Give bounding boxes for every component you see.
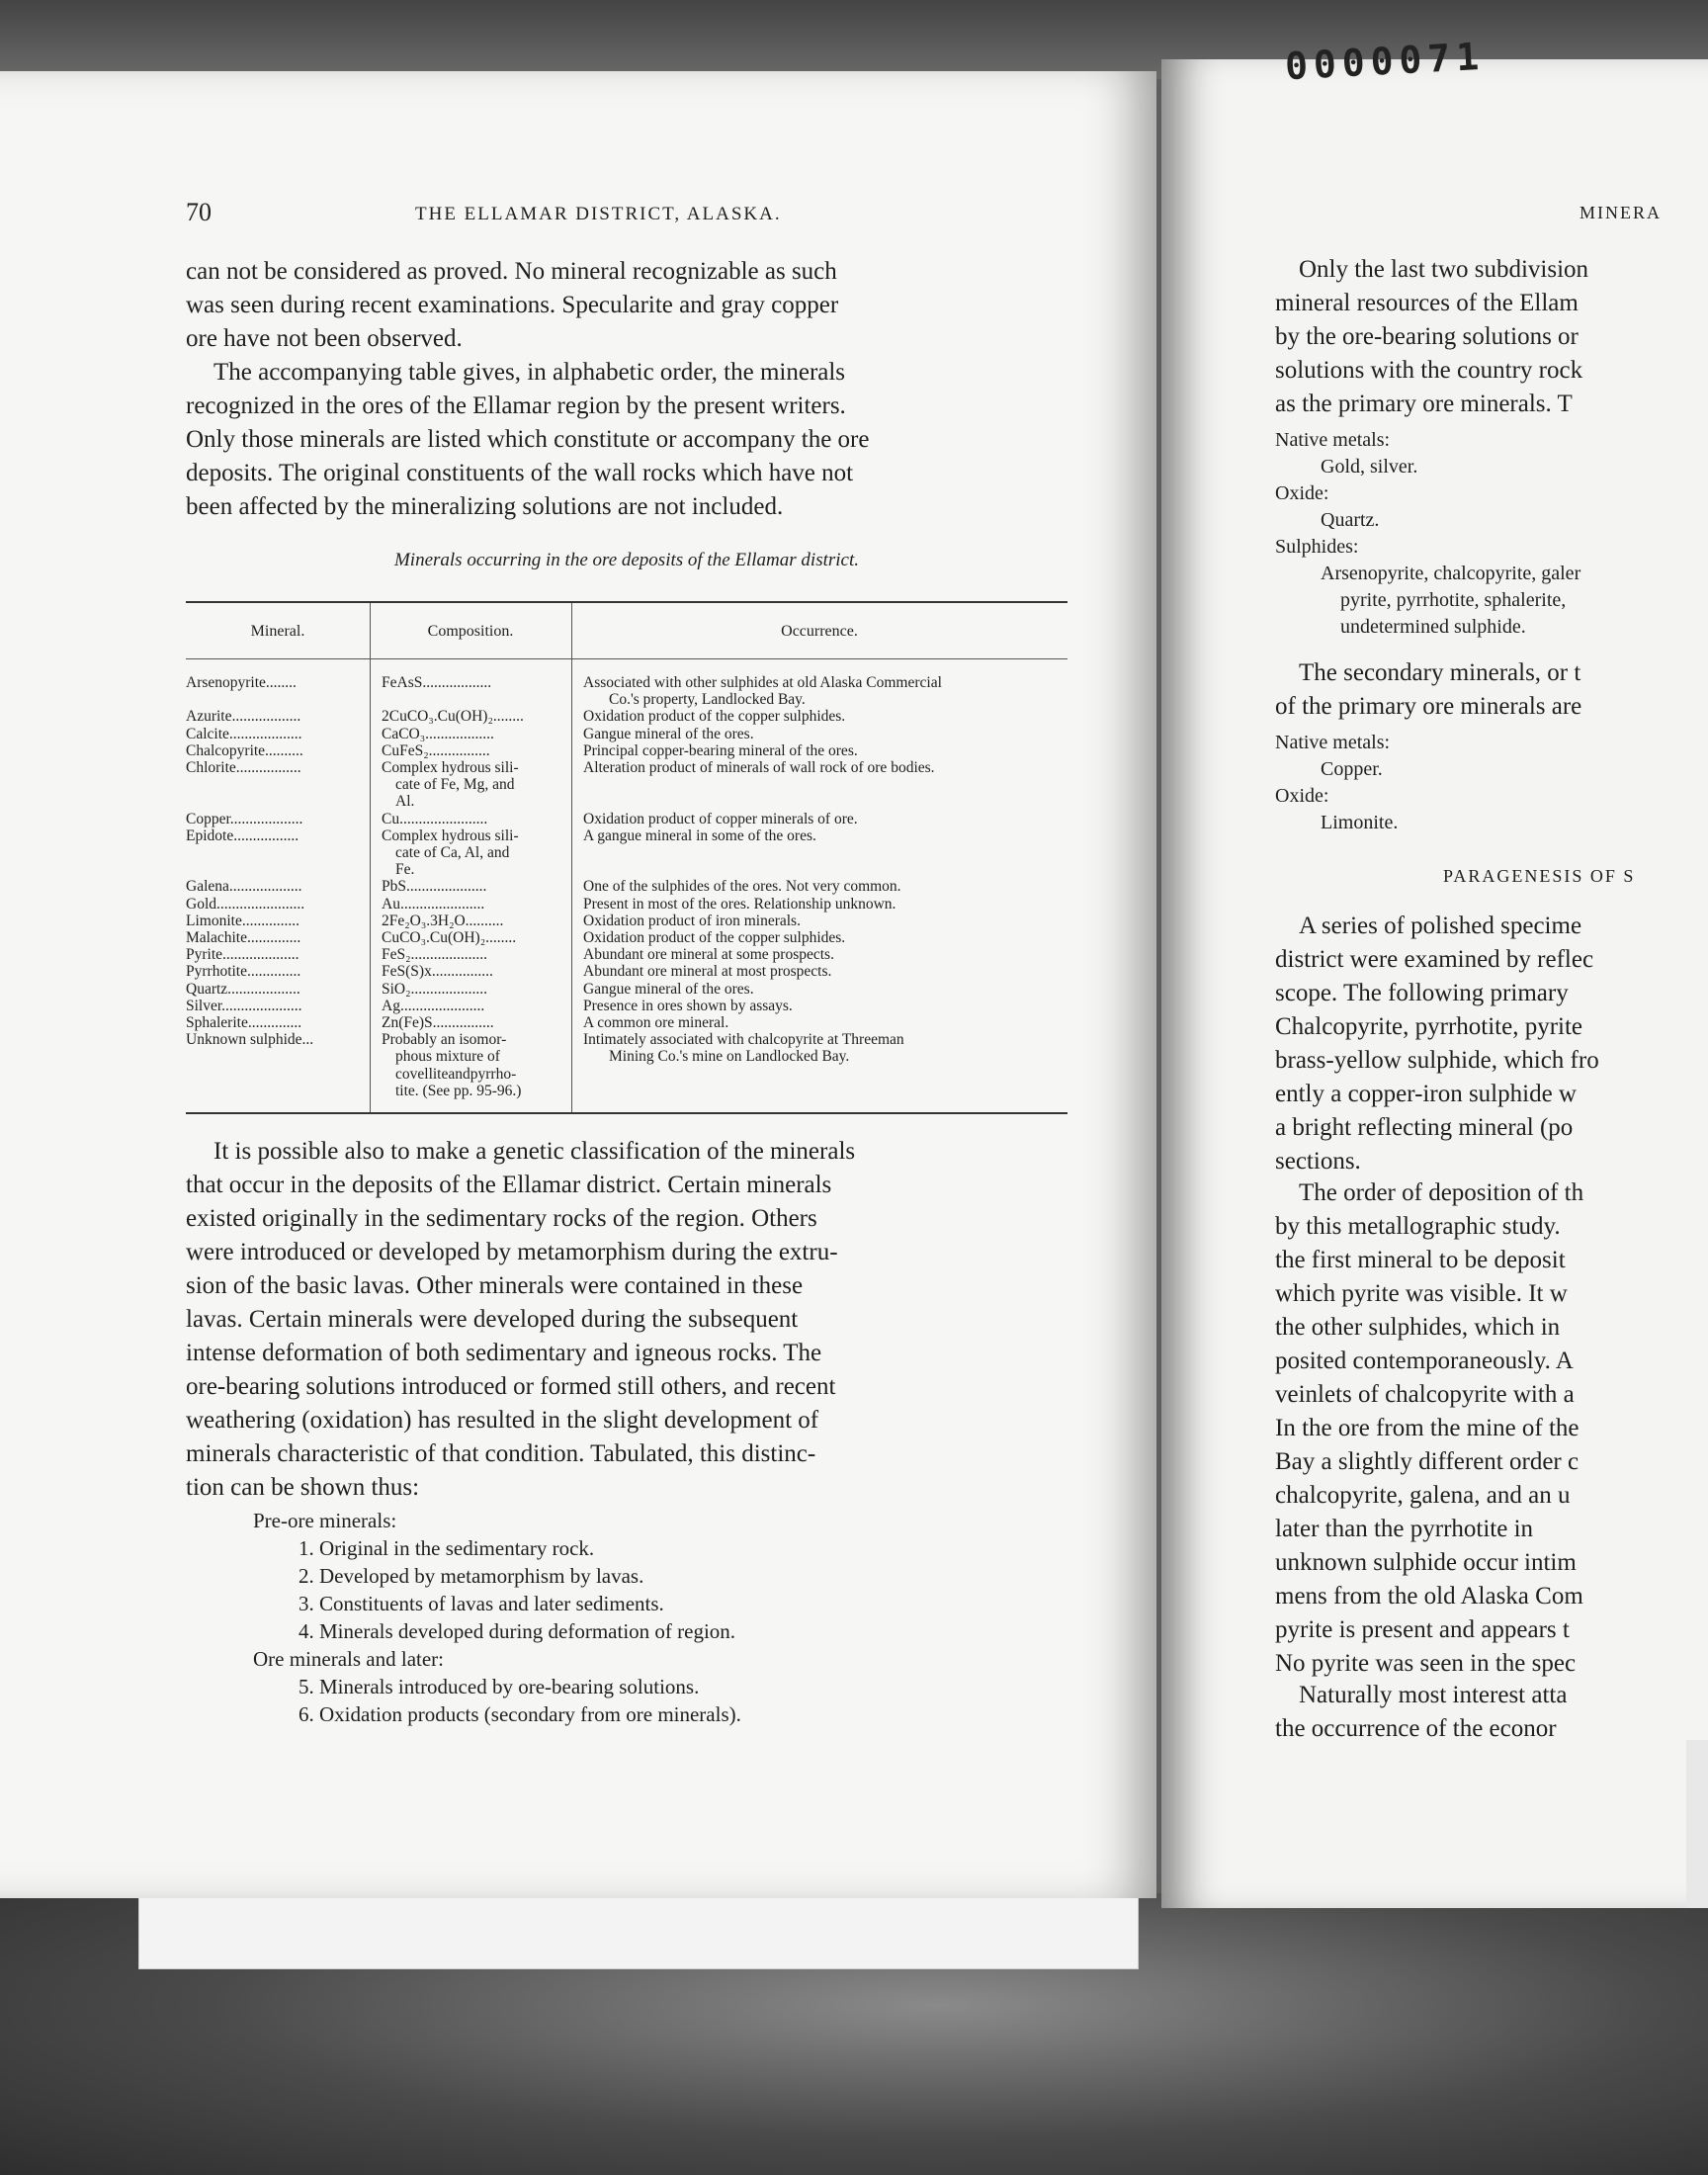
text-line: intense deformation of both sedimentary and igneous rocks. The	[186, 1340, 822, 1366]
cell-occurrence	[571, 811, 1068, 827]
minerals-table	[186, 601, 1068, 1114]
cell-line: covelliteandpyrrho-	[395, 1065, 517, 1083]
text-line: A series of polished specime	[1299, 913, 1582, 939]
cell-line: cate of Ca, Al, and	[395, 844, 510, 862]
cell-composition	[370, 674, 571, 708]
cell-occurrence	[571, 827, 1068, 879]
table-row	[186, 913, 1068, 929]
text-line: The secondary minerals, or t	[1299, 659, 1581, 686]
cell-line: Abundant ore mineral at most prospects.	[583, 963, 832, 981]
cell-mineral: Calcite...................	[186, 725, 302, 742]
cell-mineral: Quartz...................	[186, 980, 300, 998]
text-line: Chalcopyrite, pyrrhotite, pyrite	[1275, 1013, 1583, 1040]
text-line: as the primary ore minerals. T	[1275, 391, 1573, 417]
page-edge	[1686, 1740, 1708, 1908]
cell-mineral: Galena...................	[186, 878, 302, 896]
list-item: Copper.	[1321, 758, 1383, 780]
text-line: mens from the old Alaska Com	[1275, 1583, 1583, 1610]
cell-line: A common ore mineral.	[583, 1014, 729, 1032]
cell-line: Oxidation product of copper minerals of ore.	[583, 810, 858, 827]
cell-line: CuFeS₂................	[382, 741, 490, 759]
cell-composition	[370, 896, 571, 913]
text-line: tion can be shown thus:	[186, 1474, 420, 1501]
cell-line: Complex hydrous sili-	[382, 826, 519, 844]
cell-line: Gangue mineral of the ores.	[583, 980, 754, 998]
cell-line: FeAsS..................	[382, 674, 492, 691]
right-paragraph-5	[1275, 1679, 1708, 1746]
cell-line: cate of Fe, Mg, and	[395, 776, 515, 794]
cell-composition	[370, 1014, 571, 1031]
text-line: mineral resources of the Ellam	[1275, 290, 1579, 316]
cell-mineral: Limonite...............	[186, 912, 299, 929]
cell-composition	[370, 913, 571, 929]
cell-line: FeS₂....................	[382, 946, 488, 964]
list-group-heading: Ore minerals and later:	[253, 1647, 444, 1671]
text-line: Naturally most interest atta	[1299, 1682, 1568, 1708]
list-item: Arsenopyrite, chalcopyrite, galer	[1321, 563, 1581, 584]
text-line: Only the last two subdivision	[1299, 256, 1589, 283]
cell-occurrence	[571, 913, 1068, 929]
text-line: of the primary ore minerals are	[1275, 693, 1582, 720]
table-header	[186, 603, 1068, 659]
paragraph-1	[186, 255, 1068, 356]
list-item: Quartz.	[1321, 509, 1380, 531]
cell-line: CaCO₃..................	[382, 725, 494, 742]
table-body	[186, 674, 1068, 1099]
cell-composition	[370, 998, 571, 1014]
cell-occurrence	[571, 1014, 1068, 1031]
text-line: lavas. Certain minerals were developed during the subsequent	[186, 1306, 799, 1333]
text-line: the other sulphides, which in	[1275, 1314, 1561, 1341]
cell-occurrence	[571, 742, 1068, 759]
cell-composition	[370, 811, 571, 827]
text-line: deposits. The original constituents of the wall rocks which have not	[186, 460, 854, 486]
paragraph-2	[186, 356, 1068, 524]
cell-mineral: Epidote.................	[186, 826, 299, 844]
cell-line: Oxidation product of the copper sulphides.	[583, 929, 846, 947]
text-line: weathering (oxidation) has resulted in the slight development of	[186, 1407, 819, 1434]
cell-line: One of the sulphides of the ores. Not very common.	[583, 878, 901, 896]
cell-mineral: Gold.......................	[186, 895, 305, 913]
list-item: 5. Minerals introduced by ore-bearing solutions.	[299, 1675, 700, 1698]
list-item: Gold, silver.	[1321, 456, 1418, 478]
cell-occurrence	[571, 963, 1068, 980]
text-line: Only those minerals are listed which constitute or accompany the ore	[186, 426, 870, 453]
cell-line: Probably an isomor-	[382, 1031, 507, 1049]
cell-composition	[370, 759, 571, 811]
cell-line: Gangue mineral of the ores.	[583, 725, 754, 742]
cell-line: PbS.....................	[382, 878, 487, 896]
list-item: 6. Oxidation products (secondary from ore minerals).	[299, 1702, 741, 1726]
text-line: chalcopyrite, galena, and an u	[1275, 1482, 1571, 1509]
cell-line: 2Fe₂O₃.3H₂O..........	[382, 912, 504, 929]
cell-line: Presence in ores shown by assays.	[583, 997, 793, 1014]
table-row	[186, 946, 1068, 963]
cell-mineral: Chlorite.................	[186, 759, 301, 777]
cell-mineral: Arsenopyrite........	[186, 674, 297, 691]
cell-line: Co.'s property, Landlocked Bay.	[609, 691, 806, 709]
list-item: 4. Minerals developed during deformation of region.	[299, 1619, 736, 1643]
right-list-2	[1275, 730, 1398, 836]
table-row	[186, 759, 1068, 811]
cell-line: SiO₂....................	[382, 980, 488, 998]
cell-composition	[370, 1031, 571, 1099]
running-title: THE ELLAMAR DISTRICT, ALASKA.	[415, 204, 782, 224]
text-line: solutions with the country rock	[1275, 357, 1583, 384]
cell-composition	[370, 827, 571, 879]
cell-mineral: Unknown sulphide...	[186, 1031, 314, 1049]
cell-composition	[370, 946, 571, 963]
table-row	[186, 929, 1068, 946]
cell-mineral: Sphalerite..............	[186, 1014, 302, 1032]
list-item: 1. Original in the sedimentary rock.	[299, 1536, 595, 1560]
table-row	[186, 981, 1068, 998]
table-row	[186, 708, 1068, 725]
text-line: existed originally in the sedimentary rocks of the region. Others	[186, 1205, 817, 1232]
cell-composition	[370, 929, 571, 946]
table-row	[186, 963, 1068, 980]
list-item: 3. Constituents of lavas and later sediments.	[299, 1592, 664, 1615]
text-line: posited contemporaneously. A	[1275, 1348, 1574, 1374]
text-line: by this metallographic study.	[1275, 1213, 1561, 1240]
classification-list	[253, 1507, 741, 1728]
cell-mineral: Pyrrhotite..............	[186, 963, 301, 981]
text-line: Bay a slightly different order c	[1275, 1448, 1580, 1475]
list-group-heading: Pre-ore minerals:	[253, 1509, 397, 1532]
text-line: the occurrence of the econor	[1275, 1715, 1557, 1742]
right-paragraph-1	[1275, 253, 1708, 421]
table-row	[186, 742, 1068, 759]
cell-occurrence	[571, 981, 1068, 998]
cell-occurrence	[571, 929, 1068, 946]
cell-mineral: Malachite..............	[186, 929, 301, 947]
cell-line: Ag......................	[382, 997, 485, 1014]
header-composition: Composition.	[427, 623, 514, 640]
cell-line: Zn(Fe)S................	[382, 1014, 494, 1032]
cell-mineral: Copper...................	[186, 810, 303, 827]
text-line: ore have not been observed.	[186, 325, 463, 352]
table-row	[186, 811, 1068, 827]
header-occurrence: Occurrence.	[781, 623, 858, 640]
cell-line: Intimately associated with chalcopyrite at Threeman	[583, 1031, 904, 1049]
right-paragraph-4	[1275, 1176, 1708, 1681]
cell-line: CuCO₃.Cu(OH)₂........	[382, 929, 517, 947]
table-row	[186, 827, 1068, 879]
text-line: been affected by the mineralizing solutions are not included.	[186, 493, 784, 520]
text-line: which pyrite was visible. It w	[1275, 1280, 1568, 1307]
text-line: unknown sulphide occur intim	[1275, 1549, 1577, 1576]
page-number: 70	[186, 198, 212, 226]
archive-stamp: 0000071	[1283, 34, 1487, 89]
text-line: sion of the basic lavas. Other minerals were contained in these	[186, 1272, 804, 1299]
right-list-1	[1275, 427, 1580, 641]
text-line: later than the pyrrhotite in	[1275, 1516, 1534, 1542]
list-heading: Native metals:	[1275, 429, 1391, 451]
text-line: The accompanying table gives, in alphabetic order, the minerals	[214, 359, 846, 386]
cell-composition	[370, 726, 571, 742]
table-row	[186, 878, 1068, 895]
cell-line: tite. (See pp. 95-96.)	[395, 1082, 522, 1099]
list-item: 2. Developed by metamorphism by lavas.	[299, 1564, 644, 1588]
list-item: pyrite, pyrrhotite, sphalerite,	[1340, 589, 1567, 611]
cell-line: FeS(S)x................	[382, 963, 493, 981]
cell-occurrence	[571, 946, 1068, 963]
cell-line: Al.	[395, 793, 415, 811]
cell-occurrence	[571, 674, 1068, 708]
text-line: can not be considered as proved. No mineral recognizable as such	[186, 258, 837, 285]
list-item: Limonite.	[1321, 812, 1399, 833]
cell-line: Au......................	[382, 895, 485, 913]
table-row	[186, 1014, 1068, 1031]
text-line: were introduced or developed by metamorphism during the extru-	[186, 1239, 838, 1265]
cell-line: phous mixture of	[395, 1048, 500, 1066]
text-line: was seen during recent examinations. Specularite and gray copper	[186, 292, 839, 318]
text-line: recognized in the ores of the Ellamar region by the present writers.	[186, 392, 846, 419]
cell-composition	[370, 878, 571, 895]
text-line: It is possible also to make a genetic classification of the minerals	[214, 1138, 856, 1165]
cell-composition	[370, 963, 571, 980]
text-line: ore-bearing solutions introduced or formed still others, and recent	[186, 1373, 836, 1400]
cell-line: Mining Co.'s mine on Landlocked Bay.	[609, 1048, 850, 1066]
right-running-title: MINERA	[1580, 203, 1662, 222]
right-paragraph-3	[1275, 910, 1708, 1178]
paragraph-3	[186, 1135, 1068, 1505]
list-heading: Native metals:	[1275, 732, 1391, 753]
list-heading: Oxide:	[1275, 785, 1329, 807]
header-mineral: Mineral.	[250, 623, 305, 640]
cell-line: Principal copper-bearing mineral of the ores.	[583, 741, 858, 759]
cell-line: Present in most of the ores. Relationship unknown.	[583, 895, 897, 913]
table-row	[186, 726, 1068, 742]
table-row	[186, 998, 1068, 1014]
cell-occurrence	[571, 759, 1068, 811]
list-item: undetermined sulphide.	[1340, 616, 1526, 638]
list-heading: Sulphides:	[1275, 536, 1359, 558]
cell-line: Associated with other sulphides at old Alaska Commercial	[583, 674, 942, 691]
cell-composition	[370, 981, 571, 998]
table-caption: Minerals occurring in the ore deposits of the Ellamar district.	[393, 550, 860, 570]
cell-line: Cu.......................	[382, 810, 488, 827]
cell-line: Abundant ore mineral at some prospects.	[583, 946, 834, 964]
table-row	[186, 896, 1068, 913]
text-line: brass-yellow sulphide, which fro	[1275, 1047, 1599, 1074]
cell-mineral: Pyrite....................	[186, 946, 299, 964]
cell-composition	[370, 742, 571, 759]
cell-line: Oxidation product of iron minerals.	[583, 912, 801, 929]
text-line: In the ore from the mine of the	[1275, 1415, 1580, 1441]
cell-line: Complex hydrous sili-	[382, 759, 519, 777]
cell-occurrence	[571, 896, 1068, 913]
cell-occurrence	[571, 1031, 1068, 1099]
cell-composition	[370, 708, 571, 725]
text-line: minerals characteristic of that condition. Tabulated, this distinc-	[186, 1440, 816, 1467]
text-line: veinlets of chalcopyrite with a	[1275, 1381, 1575, 1408]
cell-line: A gangue mineral in some of the ores.	[583, 826, 816, 844]
table-row	[186, 1031, 1068, 1099]
text-line: a bright reflecting mineral (po	[1275, 1114, 1574, 1141]
cell-occurrence	[571, 998, 1068, 1014]
cell-line: Fe.	[395, 861, 415, 879]
cell-mineral: Silver.....................	[186, 997, 302, 1014]
text-line: pyrite is present and appears t	[1275, 1616, 1570, 1643]
cell-line: Oxidation product of the copper sulphides.	[583, 708, 846, 726]
cell-occurrence	[571, 726, 1068, 742]
text-line: that occur in the deposits of the Ellamar district. Certain minerals	[186, 1172, 832, 1198]
cell-mineral: Azurite..................	[186, 708, 301, 726]
table-row	[186, 674, 1068, 708]
text-line: sections.	[1275, 1148, 1361, 1174]
list-heading: Oxide:	[1275, 482, 1329, 504]
left-page-header	[186, 198, 1075, 237]
cell-line: Alteration product of minerals of wall rock of ore bodies.	[583, 759, 935, 777]
text-line: The order of deposition of th	[1299, 1179, 1584, 1206]
cell-occurrence	[571, 708, 1068, 725]
text-line: by the ore-bearing solutions or	[1275, 323, 1579, 350]
cell-mineral: Chalcopyrite..........	[186, 741, 303, 759]
cell-line: 2CuCO₃.Cu(OH)₂........	[382, 708, 524, 726]
right-paragraph-2	[1275, 656, 1708, 724]
text-line: No pyrite was seen in the spec	[1275, 1650, 1577, 1677]
text-line: scope. The following primary	[1275, 980, 1569, 1006]
text-line: the first mineral to be deposit	[1275, 1247, 1566, 1273]
text-line: district were examined by reflec	[1275, 946, 1594, 973]
cell-occurrence	[571, 878, 1068, 895]
section-heading: PARAGENESIS OF S	[1443, 866, 1636, 886]
text-line: ently a copper-iron sulphide w	[1275, 1081, 1577, 1107]
